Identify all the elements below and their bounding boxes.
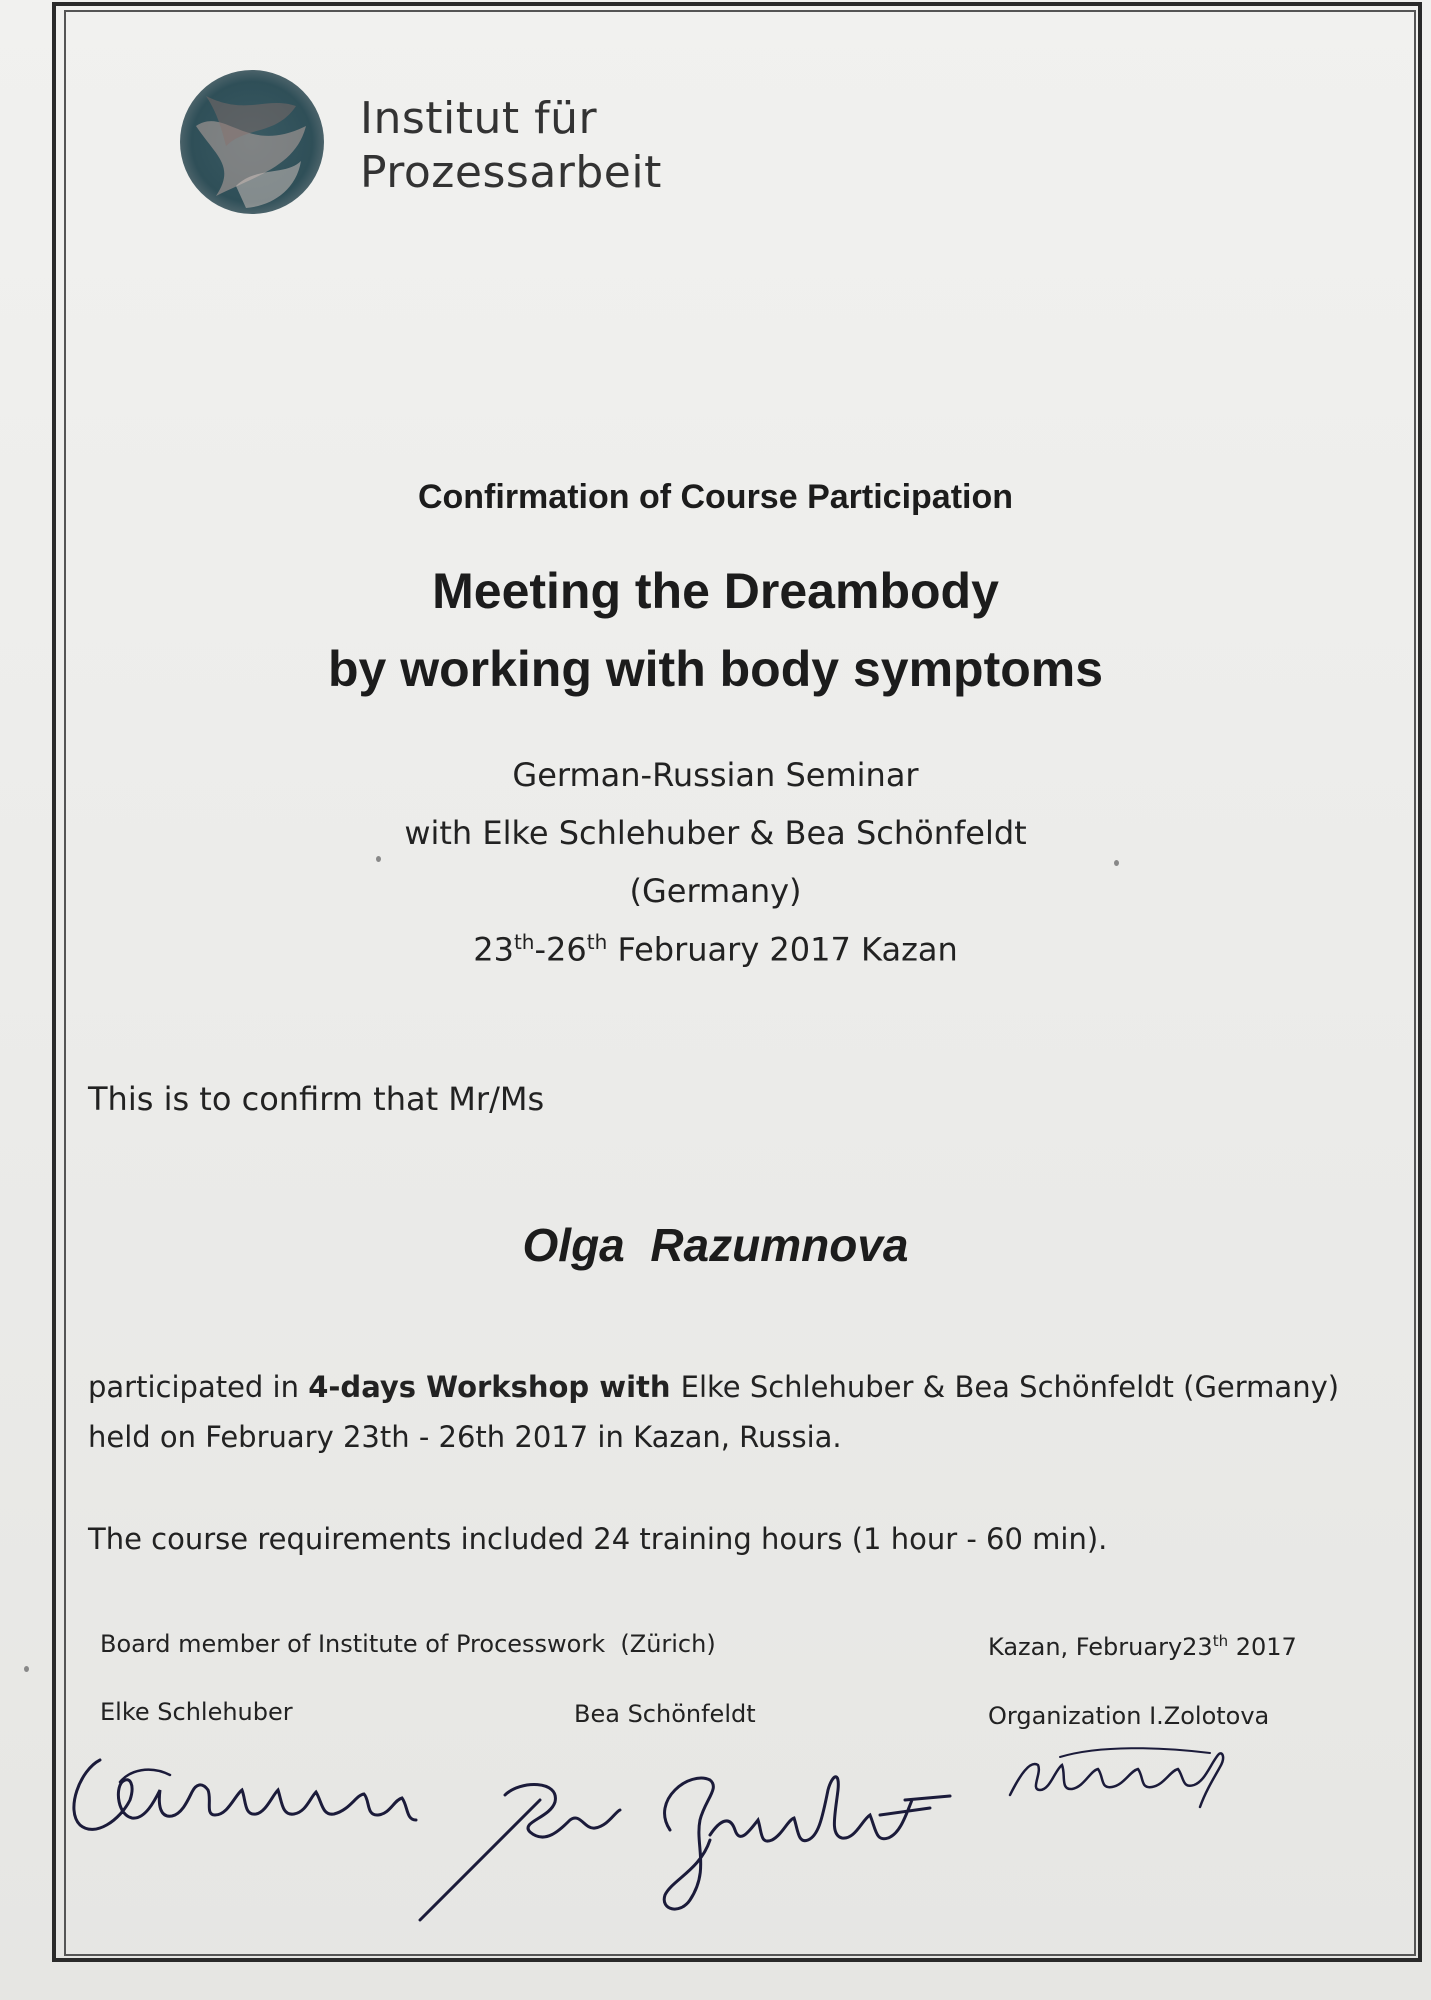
place-date-main: Kazan, February23 xyxy=(988,1633,1213,1661)
place-date xyxy=(988,1632,1297,1661)
signer-bea-name: Bea Schönfeldt xyxy=(574,1700,756,1728)
date-rest: February 2017 Kazan xyxy=(607,930,958,969)
institute-name-line1: Institut für xyxy=(360,93,598,144)
participation-workshop: 4-days Workshop with xyxy=(308,1370,681,1404)
participation-paragraph xyxy=(88,1370,1339,1404)
institute-name xyxy=(360,92,662,200)
course-title-line2: by working with body symptoms xyxy=(327,641,1104,697)
certificate-heading: Confirmation of Course Participation xyxy=(417,478,1014,516)
date-start-suffix: th xyxy=(513,930,535,954)
signer-organization-name: Organization I.Zolotova xyxy=(988,1702,1270,1730)
inner-border xyxy=(64,10,1416,1956)
paper-speck xyxy=(24,1666,29,1672)
seminar-dates xyxy=(0,930,1431,969)
date-end-suffix: th xyxy=(586,930,608,954)
paper-speck xyxy=(1114,860,1119,866)
bea-signature-icon xyxy=(410,1720,970,1930)
seminar-country: (Germany) xyxy=(629,872,802,910)
confirm-statement: This is to confirm that Mr/Ms xyxy=(88,1080,545,1118)
place-date-suffix: th xyxy=(1212,1632,1229,1650)
course-title-line1: Meeting the Dreambody xyxy=(432,563,999,619)
institute-name-line2: Prozessarbeit xyxy=(360,147,662,198)
participation-start: participated in xyxy=(88,1370,309,1404)
elke-signature-icon xyxy=(60,1720,460,1850)
seminar-trainers: with Elke Schlehuber & Bea Schönfeldt xyxy=(404,814,1027,852)
requirements-paragraph: The course requirements included 24 training hours (1 hour - 60 min). xyxy=(88,1522,1108,1556)
participant-name: Olga Razumnova xyxy=(522,1219,909,1271)
date-start: 23 xyxy=(473,930,514,969)
date-end: -26 xyxy=(534,930,587,969)
signer-elke-name: Elke Schlehuber xyxy=(100,1698,293,1726)
place-date-year: 2017 xyxy=(1228,1633,1297,1661)
board-member-label: Board member of Institute of Processwork (Zürich) xyxy=(100,1630,716,1658)
paper-speck xyxy=(376,856,381,862)
zolotova-signature-icon xyxy=(1000,1735,1250,1815)
institute-logo-icon xyxy=(176,66,328,218)
seminar-type: German-Russian Seminar xyxy=(512,756,919,794)
participation-trainers: Elke Schlehuber & Bea Schönfeldt (Germany) xyxy=(680,1370,1340,1404)
held-on-paragraph: held on February 23th - 26th 2017 in Kazan, Russia. xyxy=(88,1420,842,1454)
